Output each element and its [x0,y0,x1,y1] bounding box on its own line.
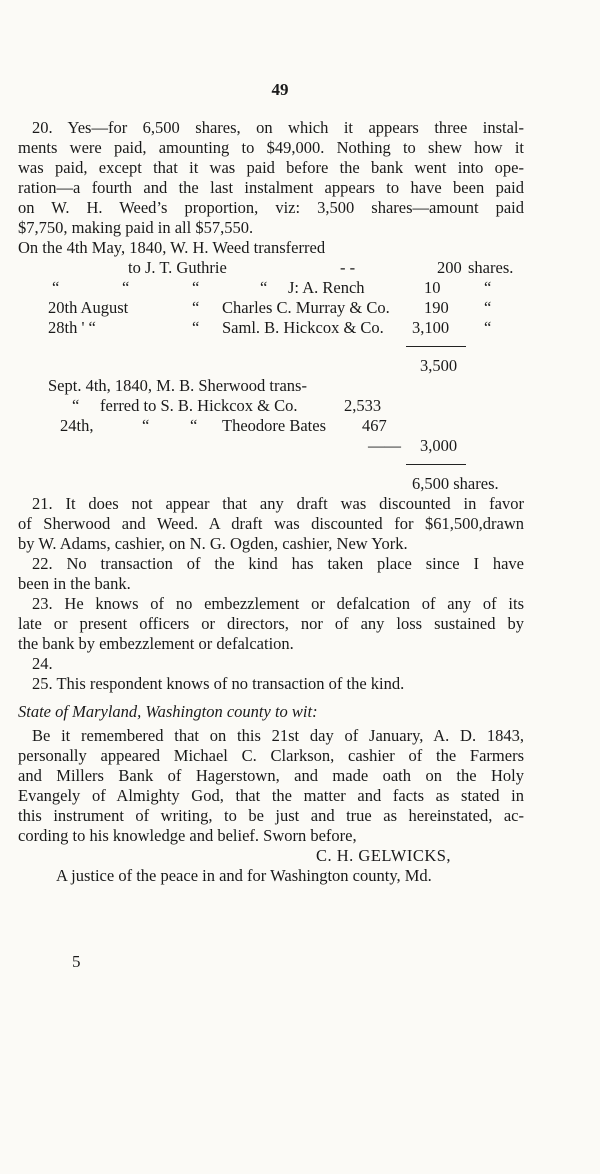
transfer-recipient: ferred to S. B. Hickcox & Co. [100,396,298,415]
answer-23-line: the bank by embezzlement or defalcation. [18,634,294,653]
affidavit-line: this instrument of writing, to be just and true as hereinstated, ac- [18,806,524,825]
answer-20-line: ments were paid, amounting to $49,000. Nothing to shew how it [18,138,524,157]
ditto-mark: “ [484,298,492,317]
answer-25-line: 25. This respondent knows of no transaction of the kind. [32,674,405,693]
answer-20-line: $7,750, making paid in all $57,550. [18,218,254,237]
answer-23-line: 23. He knows of no embezzlement or defalcation of any of its [32,594,524,613]
transfer-unit: shares. [468,258,514,277]
answer-21-line: by W. Adams, cashier, on N. G. Ogden, cashier, New York. [18,534,408,553]
affidavit-line: cording to his knowledge and belief. Sworn before, [18,826,357,845]
page-number: 49 [271,80,289,99]
ditto-mark: “ [122,278,130,297]
answer-24 [18,654,524,674]
answer-21 [18,494,524,554]
grand-total: 6,500 shares. [412,474,499,493]
transfer-amount: 200 [437,258,462,277]
transfer-recipient: Charles C. Murray & Co. [222,298,390,317]
transfer-date: 20th August [48,298,129,317]
subtotal-dash: —— [368,436,401,455]
answer-25 [18,674,524,694]
answer-24-line: 24. [32,654,53,673]
answer-22-line: 22. No transaction of the kind has taken place since I have [32,554,524,573]
answer-23 [18,594,524,654]
venue-heading: State of Maryland, Washington county to wit: [18,702,318,721]
transfer-amount: 2,533 [344,396,382,415]
sherwood-subtotal: 3,000 [420,436,458,455]
answer-22-line: been in the bank. [18,574,131,593]
transfer-recipient: Saml. B. Hickcox & Co. [222,318,384,337]
ditto-mark: “ [192,278,200,297]
transfer-recipient: J: A. Rench [288,278,365,297]
transfer-recipient: to J. T. Guthrie [128,258,227,277]
ditto-mark: “ [484,278,492,297]
answer-20-line: on W. H. Weed’s proportion, viz: 3,500 shares—amount paid [18,198,524,217]
weed-intro: On the 4th May, 1840, W. H. Weed transferred [18,238,326,257]
transfer-amount: 467 [362,416,387,435]
transfer-amount: 3,100 [412,318,450,337]
ditto-mark: “ [142,416,150,435]
answer-21-line: of Sherwood and Weed. A draft was discounted for $61,500,drawn [18,514,524,533]
answer-23-line: late or present officers or directors, nor of any loss sustained by [18,614,524,633]
answer-22 [18,554,524,594]
transfer-date: 24th, [60,416,94,435]
total-rule [406,464,466,465]
answer-20 [18,118,524,238]
affidavit-line: Evangely of Almighty God, that the matter and facts as stated in [18,786,524,805]
ditto-mark: “ [260,278,268,297]
affidavit-line: and Millers Bank of Hagerstown, and made oath on the Holy [18,766,524,785]
ditto-mark: “ [72,396,80,415]
transfer-amount: 10 [424,278,441,297]
signature-name: C. H. GELWICKS, [316,846,452,865]
ditto-mark: “ [484,318,492,337]
affidavit-line: personally appeared Michael C. Clarkson, cashier of the Farmers [18,746,524,765]
signature-mark: 5 [72,952,81,971]
weed-subtotal: 3,500 [420,356,458,375]
affidavit [18,726,524,846]
answer-21-line: 21. It does not appear that any draft was discounted in favor [32,494,524,513]
subtotal-rule [406,346,466,347]
signature-title: A justice of the peace in and for Washington county, Md. [56,866,432,885]
answer-20-line: 20. Yes—for 6,500 shares, on which it appears three instal- [32,118,524,137]
ditto-mark: “ [190,416,198,435]
ditto-mark: “ [192,318,200,337]
answer-20-line: was paid, except that it was paid before the bank went into ope- [18,158,524,177]
sherwood-intro: Sept. 4th, 1840, M. B. Sherwood trans- [48,376,307,395]
ditto-mark: “ [52,278,60,297]
transfer-recipient: Theodore Bates [222,416,327,435]
answer-20-line: ration—a fourth and the last instalment appears to have been paid [18,178,524,197]
transfer-dash: - - [340,258,356,277]
ditto-mark: “ [192,298,200,317]
affidavit-line: Be it remembered that on this 21st day of January, A. D. 1843, [32,726,524,745]
transfer-date: 28th ' “ [48,318,96,337]
transfer-amount: 190 [424,298,449,317]
